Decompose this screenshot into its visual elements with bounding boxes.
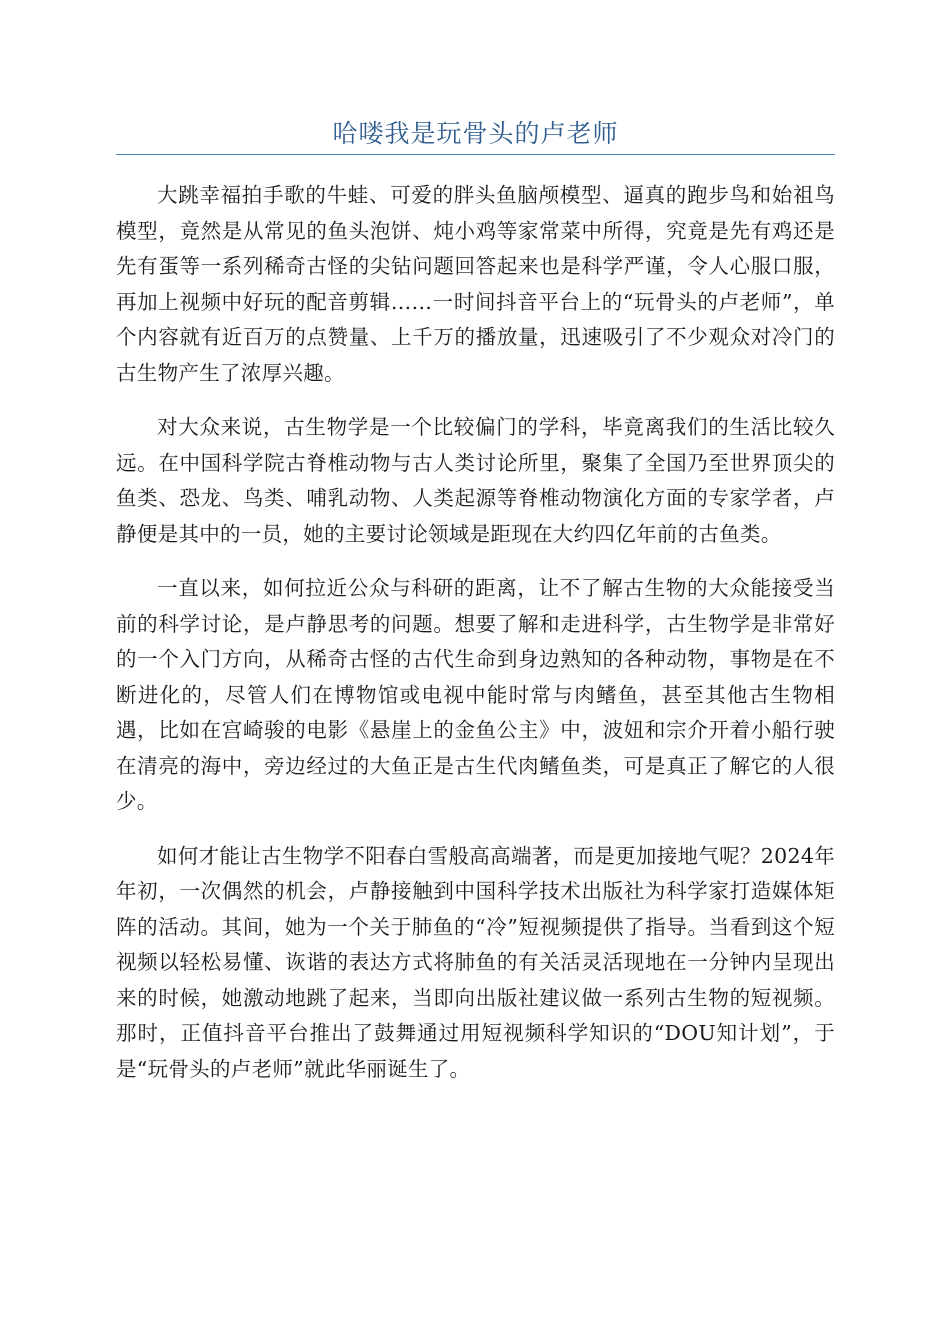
paragraph-1: 大跳幸福拍手歌的牛蛙、可爱的胖头鱼脑颅模型、逼真的跑步鸟和始祖鸟模型，竟然是从常见的鱼头泡饼、炖小鸡等家常菜中所得，究竟是先有鸡还是先有蛋等一系列稀奇古怪的尖钻问题回答起来也是科学严谨，令人心服口服，再加上视频中好玩的配音剪辑……一时间抖音平台上的“玩骨头的卢老师”，单个内容就有近百万的点赞量、上千万的播放量，迅速吸引了不少观众对冷门的古生物产生了浓厚兴趣。 xyxy=(116,183,835,385)
document-title: 哈喽我是玩骨头的卢老师 xyxy=(332,119,619,148)
document-body xyxy=(116,178,835,1106)
paragraph-3: 一直以来，如何拉近公众与科研的距离，让不了解古生物的大众能接受当前的科学讨论，是卢静思考的问题。想要了解和走进科学，古生物学是非常好的一个入门方向，从稀奇古怪的古代生命到身边熟知的各种动物，事物是在不断进化的，尽管人们在博物馆或电视中能时常与肉鳍鱼，甚至其他古生物相遇，比如在宫崎骏的电影《悬崖上的金鱼公主》中，波妞和宗介开着小船行驶在清亮的海中，旁边经过的大鱼正是古生代肉鳍鱼类，可是真正了解它的人很少。 xyxy=(116,576,835,813)
title-underline xyxy=(116,154,835,155)
paragraph-2: 对大众来说，古生物学是一个比较偏门的学科，毕竟离我们的生活比较久远。在中国科学院古脊椎动物与古人类讨论所里，聚集了全国乃至世界顶尖的鱼类、恐龙、鸟类、哺乳动物、人类起源等脊椎动物演化方面的专家学者，卢静便是其中的一员，她的主要讨论领域是距现在大约四亿年前的古鱼类。 xyxy=(116,415,835,546)
paragraph-4: 如何才能让古生物学不阳春白雪般高高端著，而是更加接地气呢？2024年年初，一次偶然的机会，卢静接触到中国科学技术出版社为科学家打造媒体矩阵的活动。其间，她为一个关于肺鱼的“冷”短视频提供了指导。当看到这个短视频以轻松易懂、诙谐的表达方式将肺鱼的有关活灵活现地在一分钟内呈现出来的时候，她激动地跳了起来，当即向出版社建议做一系列古生物的短视频。那时，正值抖音平台推出了鼓舞通过用短视频科学知识的“DOU知计划”，于是“玩骨头的卢老师”就此华丽诞生了。 xyxy=(116,843,835,1081)
